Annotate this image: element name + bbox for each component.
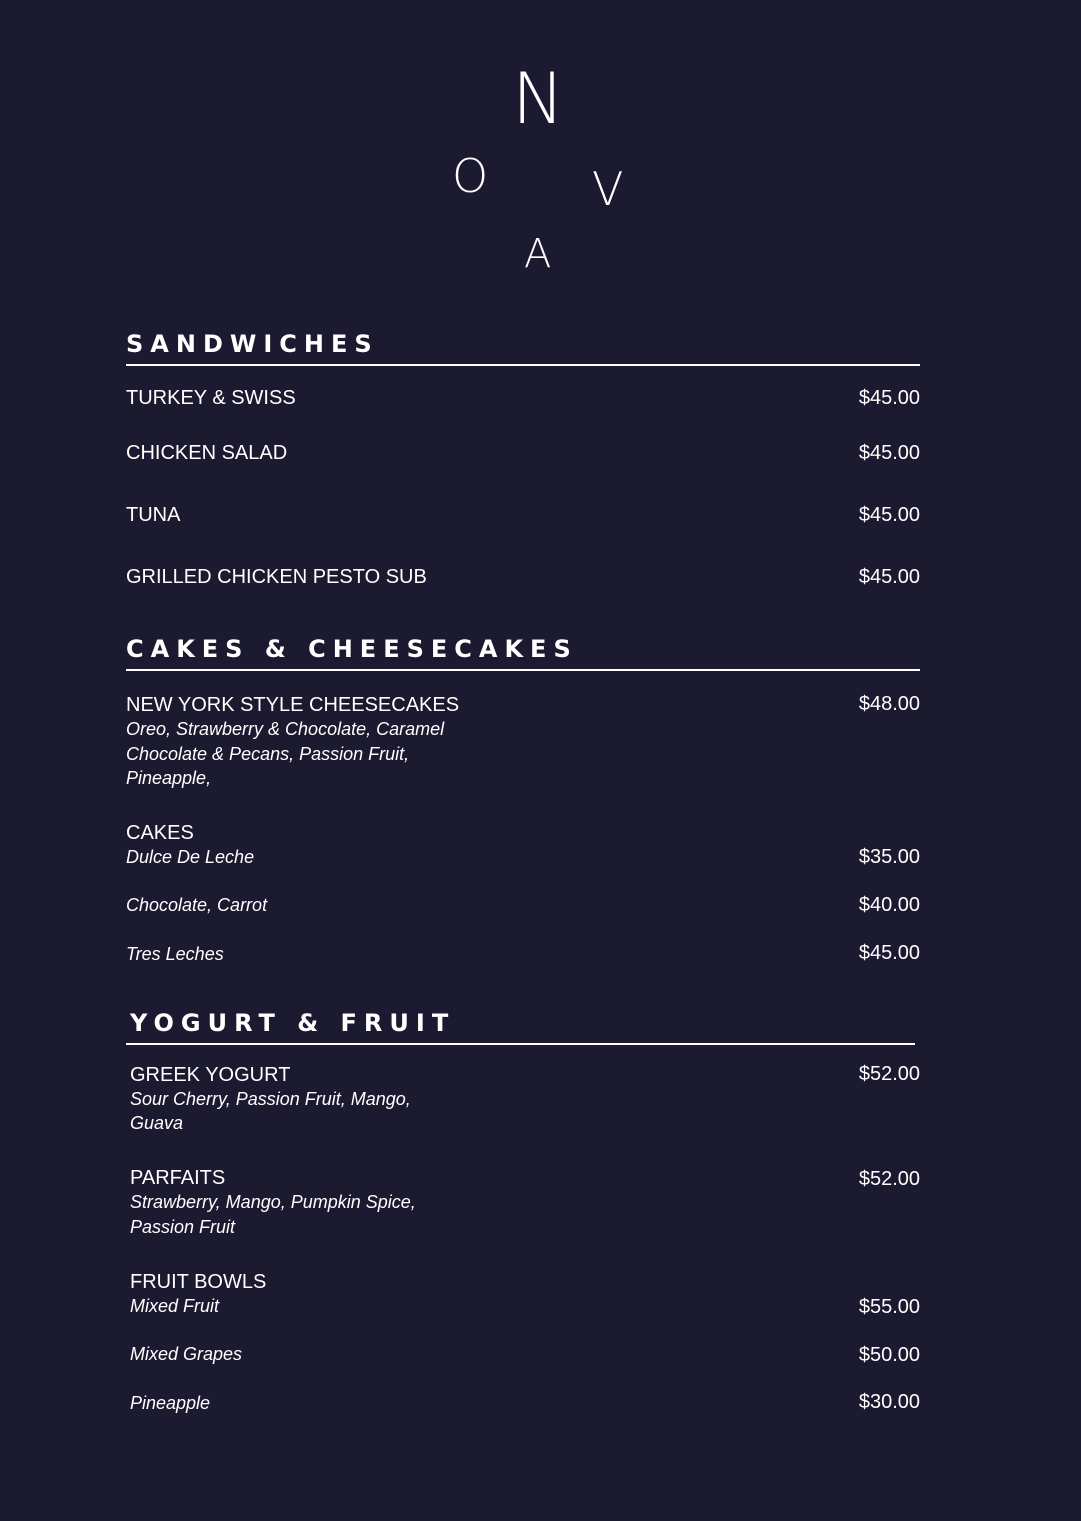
section-title: YOGURT & FRUIT <box>130 1009 456 1037</box>
menu-item-description: Chocolate & Pecans, Passion Fruit, <box>126 744 410 764</box>
logo-letter-o: O <box>452 149 489 203</box>
menu-item-variant: Mixed Grapes <box>130 1344 243 1364</box>
logo-letter-v: V <box>592 162 624 216</box>
menu-item-price: $40.00 <box>858 894 920 916</box>
section-title: CAKES & CHEESECAKES <box>126 635 578 663</box>
menu-item-price: $45.00 <box>858 442 920 464</box>
menu-item-name: TURKEY & SWISS <box>126 387 296 409</box>
section-divider <box>126 669 920 671</box>
menu-item-variant: Mixed Fruit <box>130 1296 220 1316</box>
menu-item-variant: Chocolate, Carrot <box>126 895 268 915</box>
menu-item-variant: Tres Leches <box>126 944 224 964</box>
menu-item-price: $50.00 <box>858 1344 920 1366</box>
menu-item-price: $52.00 <box>858 1168 920 1190</box>
menu-item-price: $52.00 <box>858 1063 920 1085</box>
section-divider <box>126 1043 915 1045</box>
menu-item-price: $30.00 <box>858 1391 920 1413</box>
menu-item-price: $45.00 <box>858 504 920 526</box>
menu-item-name: CHICKEN SALAD <box>126 442 288 464</box>
menu-item-price: $35.00 <box>858 846 920 868</box>
section-divider <box>126 364 920 366</box>
menu-item-name: GRILLED CHICKEN PESTO SUB <box>126 566 427 588</box>
logo-letter-n: N <box>512 58 565 140</box>
menu-item-name: FRUIT BOWLS <box>130 1271 267 1293</box>
menu-item-price: $45.00 <box>858 387 920 409</box>
logo-letter-a: A <box>524 231 552 277</box>
menu-item-description: Pineapple, <box>126 768 212 788</box>
menu-item-description: Passion Fruit <box>130 1217 236 1237</box>
menu-item-name: CAKES <box>126 822 194 844</box>
menu-item-variant: Pineapple <box>130 1393 211 1413</box>
menu-item-name: NEW YORK STYLE CHEESECAKES <box>126 694 460 716</box>
menu-item-name: PARFAITS <box>130 1167 226 1189</box>
menu-item-description: Oreo, Strawberry & Chocolate, Caramel <box>126 719 445 739</box>
menu-item-price: $48.00 <box>858 693 920 715</box>
menu-item-price: $45.00 <box>858 942 920 964</box>
menu-item-variant: Dulce De Leche <box>126 847 255 867</box>
menu-item-name: GREEK YOGURT <box>130 1064 291 1086</box>
menu-item-description: Strawberry, Mango, Pumpkin Spice, <box>130 1192 416 1212</box>
menu-item-description: Sour Cherry, Passion Fruit, Mango, <box>130 1089 411 1109</box>
menu-item-price: $55.00 <box>858 1296 920 1318</box>
section-title: SANDWICHES <box>126 330 379 358</box>
menu-item-description: Guava <box>130 1113 184 1133</box>
menu-item-price: $45.00 <box>858 566 920 588</box>
menu-item-name: TUNA <box>126 504 181 526</box>
